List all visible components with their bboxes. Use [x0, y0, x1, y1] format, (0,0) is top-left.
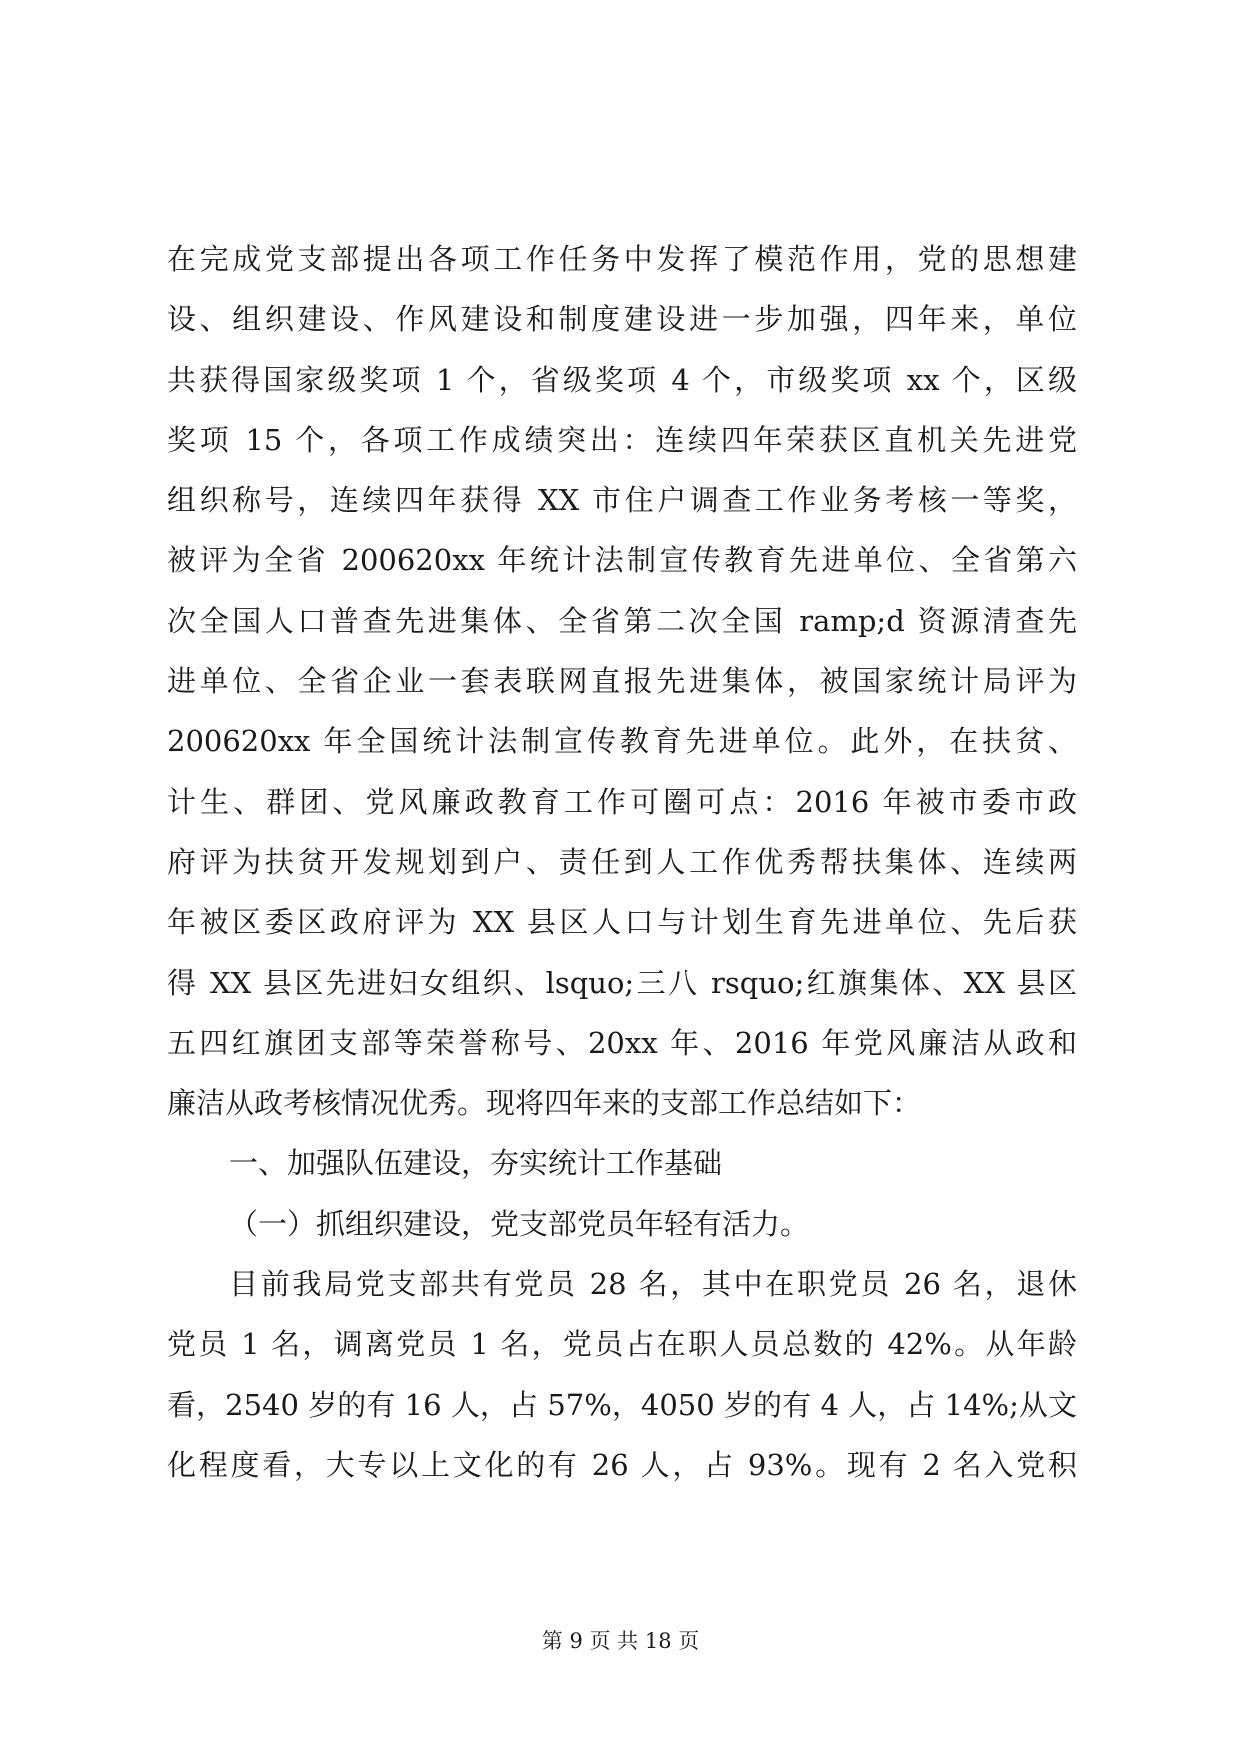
text-line: 看，2540 岁的有 16 人，占 57%，4050 岁的有 4 人，占 14%;从文 — [167, 1387, 1077, 1422]
text-line: 党员 1 名，调离党员 1 名，党员占在职人员总数的 42%。从年龄 — [167, 1327, 1077, 1362]
subsection-heading: （一）抓组织建设，党支部党员年轻有活力。 — [229, 1206, 810, 1241]
text-line: 奖项 15 个，各项工作成绩突出：连续四年荣获区直机关先进党 — [167, 422, 1077, 457]
text-line: 在完成党支部提出各项工作任务中发挥了模范作用，党的思想建 — [167, 242, 1077, 276]
text-line: 组织称号，连续四年获得 XX 市住户调查工作业务考核一等奖， — [167, 483, 1077, 518]
text-line: 进单位、全省企业一套表联网直报先进集体，被国家统计局评为 — [167, 664, 1077, 699]
text-line: 设、组织建设、作风建设和制度建设进一步加强，四年来，单位 — [167, 302, 1077, 337]
body-text — [167, 229, 1077, 1495]
text-line: 计生、群团、党风廉政教育工作可圈可点：2016 年被市委市政 — [167, 784, 1077, 819]
text-line: 五四红旗团支部等荣誉称号、20xx 年、2016 年党风廉洁从政和 — [167, 1025, 1077, 1060]
text-line: 次全国人口普查先进集体、全省第二次全国 ramp;d 资源清查先 — [167, 603, 1077, 638]
page-footer — [0, 1628, 1241, 1654]
text-line: 廉洁从政考核情况优秀。现将四年来的支部工作总结如下： — [167, 1086, 922, 1121]
page-number: 第 9 页 共 18 页 — [541, 1629, 700, 1653]
text-line: 府评为扶贫开发规划到户、责任到人工作优秀帮扶集体、连续两 — [167, 844, 1077, 879]
text-line: 共获得国家级奖项 1 个，省级奖项 4 个，市级奖项 xx 个，区级 — [167, 362, 1077, 397]
text-line: 目前我局党支部共有党员 28 名，其中在职党员 26 名，退休 — [229, 1267, 1077, 1302]
text-line: 得 XX 县区先进妇女组织、lsquo;三八 rsquo;红旗集体、XX 县区 — [167, 965, 1077, 1000]
section-heading: 一、加强队伍建设，夯实统计工作基础 — [229, 1146, 723, 1181]
text-line: 化程度看，大专以上文化的有 26 人，占 93%。现有 2 名入党积 — [167, 1447, 1077, 1482]
text-line: 年被区委区政府评为 XX 县区人口与计划生育先进单位、先后获 — [167, 905, 1077, 940]
text-line: 200620xx 年全国统计法制宣传教育先进单位。此外，在扶贫、 — [167, 724, 1077, 759]
text-line: 被评为全省 200620xx 年统计法制宣传教育先进单位、全省第六 — [167, 543, 1077, 578]
